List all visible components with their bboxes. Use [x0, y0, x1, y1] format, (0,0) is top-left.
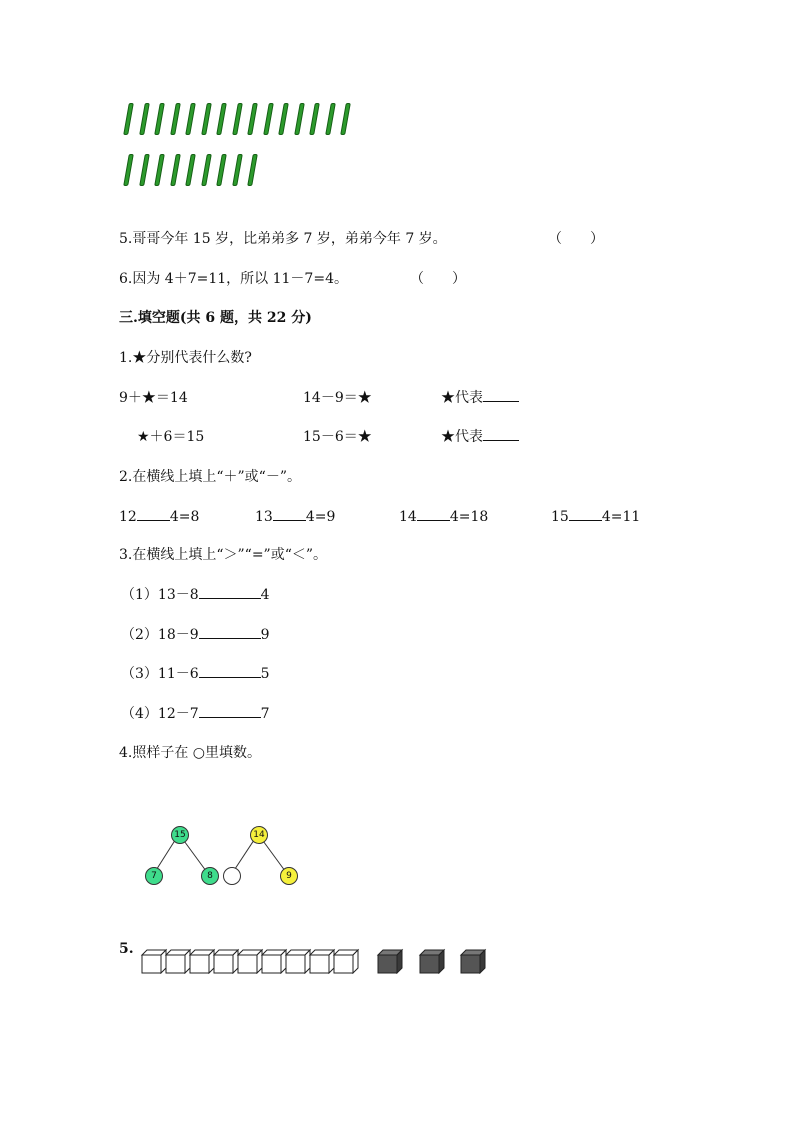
counting-stick [201, 154, 212, 186]
counting-stick [294, 103, 305, 135]
q3-item-1-left: （1）13－8 [121, 587, 199, 603]
q1-row2-c-label: ★代表 [441, 429, 483, 445]
dark-cube [461, 950, 485, 973]
q3-item-2 [121, 626, 270, 644]
white-cube [238, 950, 262, 973]
q4-title: 4.照样子在 ○里填数。 [119, 745, 262, 761]
counting-stick [232, 154, 243, 186]
q1-row1-a: 9＋★＝14 [119, 390, 188, 406]
q3-item-3 [121, 665, 270, 683]
tree1-left-node: 7 [145, 867, 163, 885]
white-cube [286, 950, 310, 973]
q1-row2-b: 15－6＝★ [303, 429, 372, 445]
q3-item-4-blank[interactable] [199, 705, 261, 718]
q2-item-4 [551, 508, 640, 526]
q3-title: 3.在横线上填上“＞”“=”或“＜”。 [119, 547, 328, 563]
judge-q5-paren[interactable]: （ ） [548, 231, 604, 247]
q2-item-3-blank[interactable] [417, 508, 450, 521]
white-cube [142, 950, 166, 973]
white-cube [166, 950, 190, 973]
counting-stick [154, 154, 165, 186]
white-cube [214, 950, 238, 973]
counting-stick [263, 103, 274, 135]
counting-stick [170, 103, 181, 135]
dark-cube [378, 950, 402, 973]
q2-item-2-right: 4=9 [305, 509, 336, 525]
tree1-top-node: 15 [171, 826, 189, 844]
counting-stick [123, 154, 134, 186]
q2-item-2 [255, 508, 335, 526]
q1-row1-blank[interactable] [483, 389, 519, 402]
counting-stick [185, 103, 196, 135]
white-cube [190, 950, 214, 973]
judge-q5-text: 5.哥哥今年 15 岁，比弟弟多 7 岁，弟弟今年 7 岁。 [119, 231, 447, 247]
q2-item-4-blank[interactable] [569, 508, 602, 521]
counting-stick [123, 103, 134, 135]
counting-stick [247, 103, 258, 135]
q2-item-3-right: 4=18 [449, 509, 489, 525]
q2-item-4-left: 15 [551, 509, 569, 525]
q2-item-4-right: 4=11 [601, 509, 641, 525]
white-cubes [142, 950, 358, 973]
tree2-top-node: 14 [250, 826, 268, 844]
counting-stick [340, 103, 351, 135]
counting-stick [232, 103, 243, 135]
counting-stick [154, 103, 165, 135]
judge-q5 [119, 230, 447, 248]
counting-stick [309, 103, 320, 135]
counting-stick [325, 103, 336, 135]
q2-item-3 [399, 508, 488, 526]
q2-item-1-left: 12 [119, 509, 137, 525]
q3-item-4-left: （4）12－7 [121, 706, 199, 722]
counting-stick [216, 103, 227, 135]
white-cube [262, 950, 286, 973]
white-cube [310, 950, 334, 973]
section-title: 三.填空题(共 6 题，共 22 分) [119, 310, 312, 326]
q3-item-2-blank[interactable] [199, 626, 261, 639]
q1-row2-a: ★＋6＝15 [137, 429, 205, 445]
q2-item-1-blank[interactable] [137, 508, 170, 521]
q2-item-1 [119, 508, 199, 526]
q3-item-1-right: 4 [260, 587, 270, 603]
q2-item-3-left: 14 [399, 509, 417, 525]
tree2-right-node: 9 [280, 867, 298, 885]
q3-item-3-blank[interactable] [199, 665, 261, 678]
q2-item-1-right: 4=8 [169, 509, 200, 525]
q3-item-1 [121, 586, 270, 604]
q3-item-4-right: 7 [260, 706, 270, 722]
counting-stick [201, 103, 212, 135]
q3-item-2-left: （2）18－9 [121, 627, 199, 643]
counting-stick [247, 154, 258, 186]
q1-row1-c [441, 389, 519, 407]
q1-title: 1.★分别代表什么数? [119, 350, 252, 366]
q1-row1-c-label: ★代表 [441, 390, 483, 406]
judge-q6: 6.因为 4＋7=11，所以 11－7=4。 [119, 271, 348, 287]
q1-row2-c [441, 428, 519, 446]
q2-item-2-left: 13 [255, 509, 273, 525]
tree2-left-blank-node[interactable] [223, 867, 241, 885]
q2-title: 2.在横线上填上“＋”或“－”。 [119, 469, 301, 485]
counting-stick [216, 154, 227, 186]
tree1-right-node: 8 [201, 867, 219, 885]
counting-stick [139, 103, 150, 135]
counting-stick [139, 154, 150, 186]
dark-cube [420, 950, 444, 973]
counting-stick [278, 103, 289, 135]
q3-item-3-right: 5 [260, 666, 270, 682]
q3-item-3-left: （3）11－6 [121, 666, 199, 682]
q3-item-1-blank[interactable] [199, 586, 261, 599]
judge-q6-paren[interactable]: （ ） [410, 271, 466, 287]
q1-row1-b: 14－9＝★ [303, 390, 372, 406]
q5-label: 5. [119, 941, 134, 957]
counting-stick [185, 154, 196, 186]
q2-item-2-blank[interactable] [273, 508, 306, 521]
dark-cubes [378, 950, 485, 973]
q1-row2-blank[interactable] [483, 428, 519, 441]
white-cube [334, 950, 358, 973]
q3-item-2-right: 9 [260, 627, 270, 643]
q3-item-4 [121, 705, 270, 723]
counting-stick [170, 154, 181, 186]
cubes-figure [140, 944, 500, 974]
